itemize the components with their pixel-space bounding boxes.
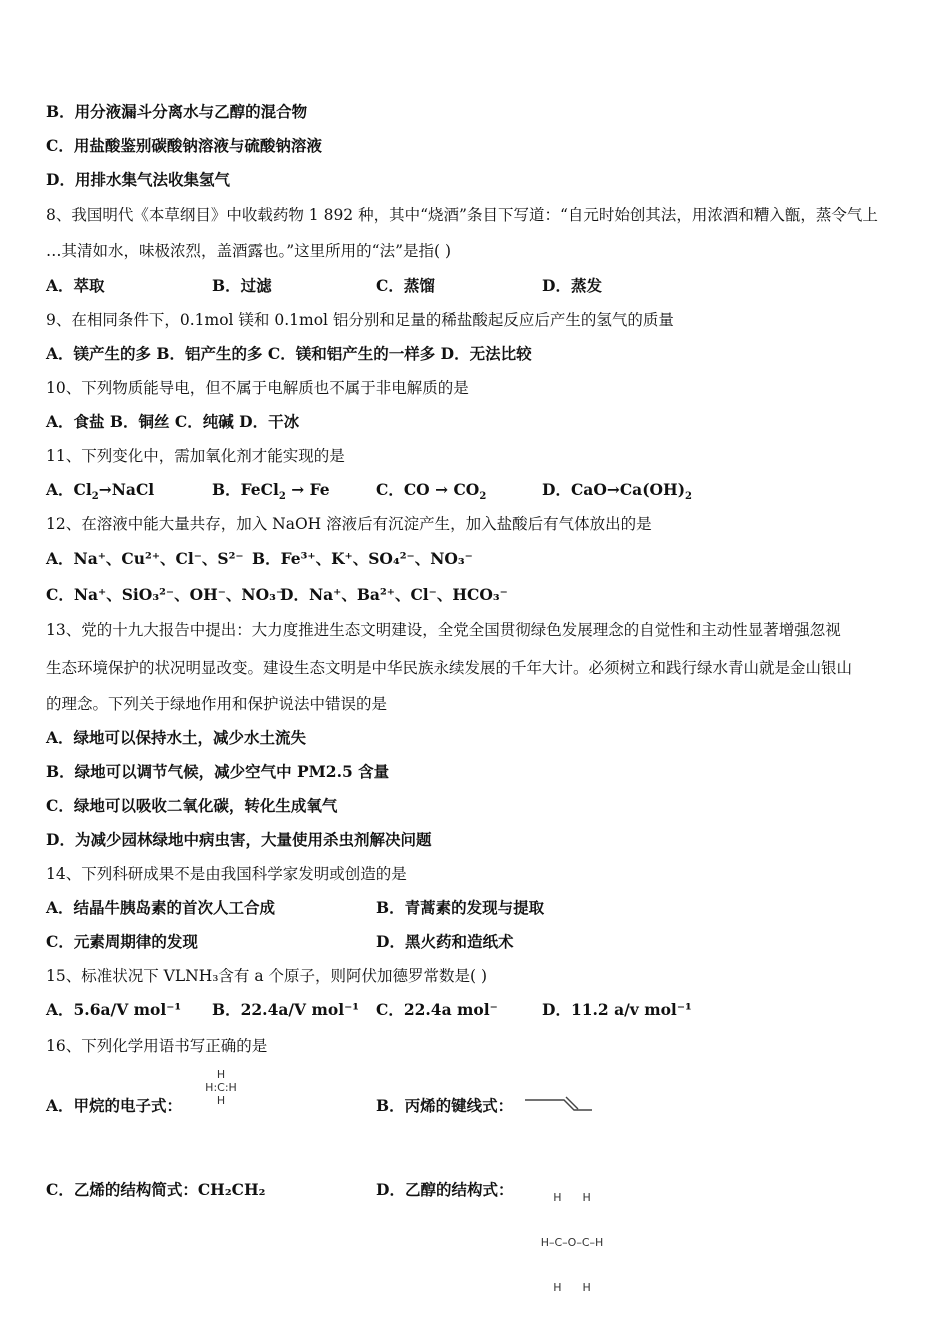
q14-option-c: C．元素周期律的发现 (46, 932, 198, 951)
q10-stem: 10、下列物质能导电，但不属于电解质也不属于非电解质的是 (46, 379, 469, 397)
q16-stem: 16、下列化学用语书写正确的是 (46, 1037, 268, 1055)
q16-option-d: D．乙醇的结构式： (376, 1180, 514, 1199)
methane-h-top: H (216, 1068, 226, 1081)
q16-option-b: B．丙烯的键线式： (376, 1096, 514, 1115)
ethanol-backbone: H–C–O–C–H (540, 1236, 604, 1249)
q11-option-a: A．$Cl_2\to NaCl$ (46, 480, 155, 503)
q14-option-b: B．青蒿素的发现与提取 (376, 898, 545, 917)
q15-option-b: B．22.4a/V mol⁻¹ (212, 1000, 360, 1019)
q11-option-d: D．$CaO\to Ca(OH)_2$ (542, 480, 693, 503)
q13-stem-line3: 的理念。下列关于绿地作用和保护说法中错误的是 (46, 695, 388, 713)
q14-stem: 14、下列科研成果不是由我国科学家发明或创造的是 (46, 865, 407, 883)
q15-option-c: C．22.4a mol⁻ (376, 1000, 498, 1019)
q13-option-a: A．绿地可以保持水土，减少水土流失 (46, 728, 307, 747)
q11-option-c: C．CO → $CO_2$ (376, 480, 487, 503)
q7-option-b: B．用分液漏斗分离水与乙醇的混合物 (46, 102, 308, 121)
q12-option-b: B．Fe³⁺、K⁺、SO₄²⁻、NO₃⁻ (252, 549, 473, 568)
methane-h-bottom: H (216, 1094, 226, 1107)
q16-option-a: A．甲烷的电子式： (46, 1096, 183, 1115)
q8-option-b: B．过滤 (212, 276, 272, 295)
methane-center: H:C:H (205, 1081, 237, 1094)
q14-option-d: D．黑火药和造纸术 (376, 932, 514, 951)
q14-option-a: A．结晶牛胰岛素的首次人工合成 (46, 898, 276, 917)
q7-option-c: C．用盐酸鉴别碳酸钠溶液与硫酸钠溶液 (46, 136, 322, 155)
q15-stem: 15、标准状况下 VLNH₃含有 a 个原子，则阿伏加德罗常数是( ) (46, 967, 488, 985)
q13-stem-line1: 13、党的十九大报告中提出：大力度推进生态文明建设，全党全国贯彻绿色发展理念的自觉性和主动性显著增强忽视 (46, 621, 841, 639)
ethanol-h-bottom: H H (553, 1281, 591, 1294)
propene-skeletal-formula (522, 1088, 596, 1114)
q11-option-b: B．FeCl$_2$ → Fe (212, 480, 330, 503)
q15-option-d: D．11.2 a/v mol⁻¹ (542, 1000, 692, 1019)
q13-option-d: D．为减少园林绿地中病虫害，大量使用杀虫剂解决问题 (46, 830, 432, 849)
q7-option-d: D．用排水集气法收集氢气 (46, 170, 230, 189)
q10-options: A．食盐 B．铜丝 C．纯碱 D．干冰 (46, 412, 300, 431)
q15-option-a: A．5.6a/V mol⁻¹ (46, 1000, 182, 1019)
q8-option-c: C．蒸馏 (376, 276, 435, 295)
methane-electron-formula (196, 1068, 246, 1107)
q8-stem-line2: …其清如水，味极浓烈，盖酒露也。”这里所用的“法”是指( ) (46, 242, 452, 260)
q8-option-a: A．萃取 (46, 276, 105, 295)
q16-option-c: C．乙烯的结构简式：CH₂CH₂ (46, 1180, 266, 1199)
q11-stem: 11、下列变化中，需加氧化剂才能实现的是 (46, 447, 345, 465)
q9-stem: 9、在相同条件下，0.1mol 镁和 0.1mol 铝分别和足量的稀盐酸起反应后产生的氢气的质量 (46, 311, 674, 329)
q13-option-c: C．绿地可以吸收二氧化碳，转化生成氧气 (46, 796, 338, 815)
q13-option-b: B．绿地可以调节气候，减少空气中 PM2.5 含量 (46, 762, 390, 781)
ethanol-h-top: H H (553, 1191, 591, 1204)
q8-option-d: D．蒸发 (542, 276, 602, 295)
ethanol-structural-formula (524, 1160, 620, 1310)
q12-option-d: D．Na⁺、Ba²⁺、Cl⁻、HCO₃⁻ (280, 585, 508, 604)
q8-stem-line1: 8、我国明代《本草纲目》中收载药物 1 892 种，其中“烧酒”条目下写道：“自元时始创其法，用浓酒和糟入甑，蒸令气上 (46, 206, 878, 224)
q9-options: A．镁产生的多 B．铝产生的多 C．镁和铝产生的一样多 D．无法比较 (46, 344, 532, 363)
q12-option-a: A．Na⁺、Cu²⁺、Cl⁻、S²⁻ (46, 549, 244, 568)
q12-option-c: C．Na⁺、SiO₃²⁻、OH⁻、NO₃⁻ (46, 585, 285, 604)
q12-stem: 12、在溶液中能大量共存，加入 NaOH 溶液后有沉淀产生，加入盐酸后有气体放出的是 (46, 515, 652, 533)
q13-stem-line2: 生态环境保护的状况明显改变。建设生态文明是中华民族永续发展的千年大计。必须树立和践行绿水青山就是金山银山 (46, 659, 853, 677)
